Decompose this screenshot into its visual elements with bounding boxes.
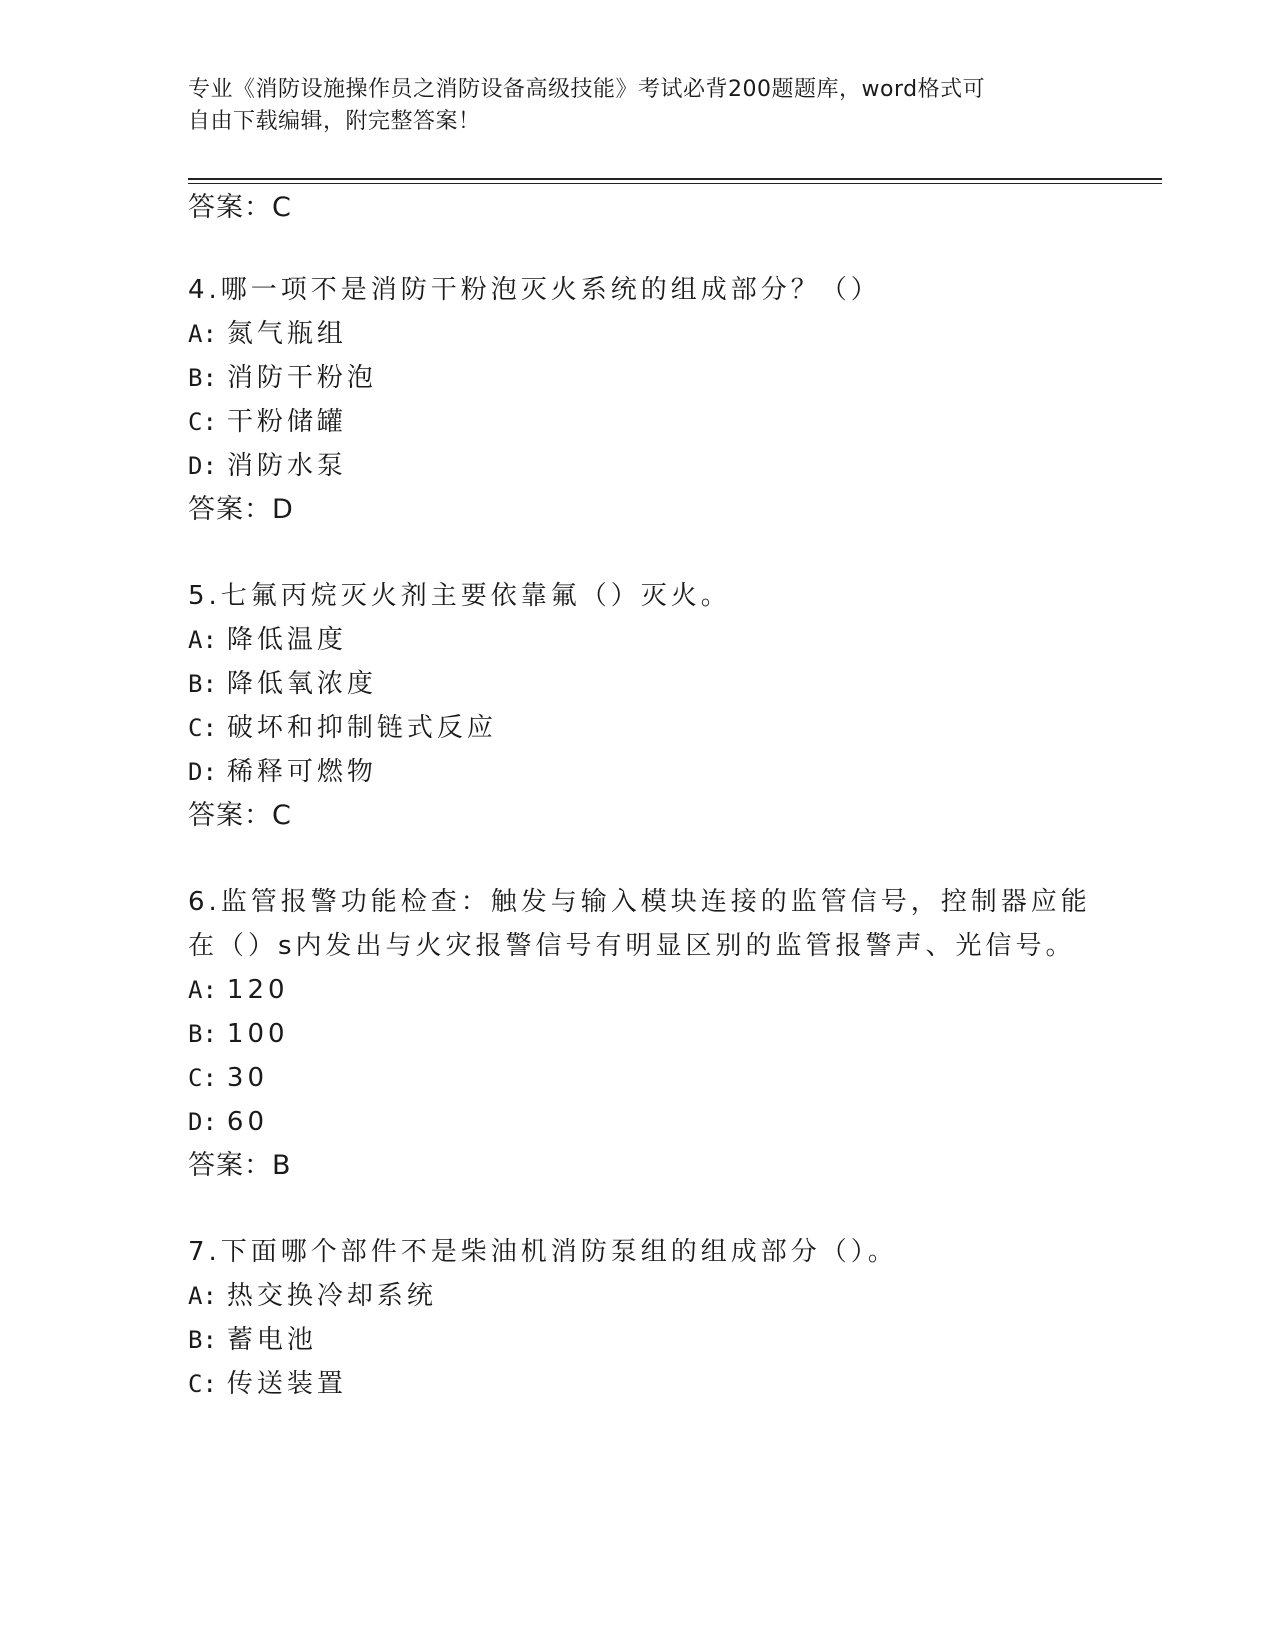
question-6-option-a <box>188 974 289 1006</box>
question-5-option-c <box>188 712 497 744</box>
option-letter: B: <box>188 1326 217 1354</box>
document-header <box>188 74 1068 138</box>
option-letter: C: <box>188 714 217 742</box>
option-text: 降低温度 <box>226 625 347 655</box>
option-text: 消防水泵 <box>226 451 347 481</box>
option-letter: B: <box>188 1020 217 1048</box>
option-text: 热交换冷却系统 <box>226 1281 437 1311</box>
option-text: 破坏和抑制链式反应 <box>226 713 497 743</box>
question-5-answer: 答案：C <box>188 800 292 831</box>
question-4-option-d <box>188 450 347 482</box>
header-line-2: 自由下载编辑，附完整答案！ <box>188 109 481 134</box>
question-5-stem: 5.七氟丙烷灭火剂主要依靠氟（）灭火。 <box>188 581 731 611</box>
question-6-stem-line-2: 在（）s内发出与火灾报警信号有明显区别的监管报警声、光信号。 <box>188 931 1076 961</box>
question-5-option-a <box>188 624 347 656</box>
question-4-option-b <box>188 362 377 394</box>
question-6-option-c <box>188 1062 268 1094</box>
question-7-option-c <box>188 1368 347 1400</box>
option-letter: B: <box>188 670 217 698</box>
question-4-option-a <box>188 318 347 350</box>
option-letter: C: <box>188 1370 217 1398</box>
option-letter: D: <box>188 452 217 480</box>
option-letter: A: <box>188 626 217 654</box>
option-letter: D: <box>188 758 217 786</box>
option-text: 60 <box>226 1107 268 1137</box>
header-divider-thin <box>188 183 1162 184</box>
header-line-1: 专业《消防设施操作员之消防设备高级技能》考试必背200题题库，word格式可 <box>188 77 986 102</box>
question-7-option-b <box>188 1324 317 1356</box>
option-text: 稀释可燃物 <box>226 757 377 787</box>
question-5-option-d <box>188 756 377 788</box>
option-text: 干粉储罐 <box>226 407 347 437</box>
option-text: 消防干粉泡 <box>226 363 377 393</box>
option-letter: A: <box>188 1282 217 1310</box>
question-4-option-c <box>188 406 347 438</box>
option-text: 传送装置 <box>226 1369 347 1399</box>
option-letter: D: <box>188 1108 217 1136</box>
question-6-option-b <box>188 1018 289 1050</box>
header-divider-thick <box>188 178 1162 180</box>
question-7-option-a <box>188 1280 437 1312</box>
option-text: 降低氧浓度 <box>226 669 377 699</box>
question-4-answer: 答案：D <box>188 494 294 525</box>
question-5-option-b <box>188 668 377 700</box>
option-text: 120 <box>226 975 289 1005</box>
question-6-stem-line-1: 6.监管报警功能检查：触发与输入模块连接的监管信号，控制器应能 <box>188 887 1091 917</box>
question-4-stem: 4.哪一项不是消防干粉泡灭火系统的组成部分？（） <box>188 275 881 305</box>
option-text: 蓄电池 <box>226 1325 317 1355</box>
question-6-answer: 答案：B <box>188 1150 292 1181</box>
option-text: 100 <box>226 1019 289 1049</box>
option-text: 30 <box>226 1063 268 1093</box>
question-6-option-d <box>188 1106 268 1138</box>
option-letter: C: <box>188 408 217 436</box>
question-7-stem: 7.下面哪个部件不是柴油机消防泵组的组成部分（）。 <box>188 1237 898 1267</box>
option-letter: A: <box>188 976 217 1004</box>
option-letter: B: <box>188 364 217 392</box>
option-letter: A: <box>188 320 217 348</box>
option-text: 氮气瓶组 <box>226 319 347 349</box>
answer-prev: 答案：C <box>188 192 292 223</box>
option-letter: C: <box>188 1064 217 1092</box>
